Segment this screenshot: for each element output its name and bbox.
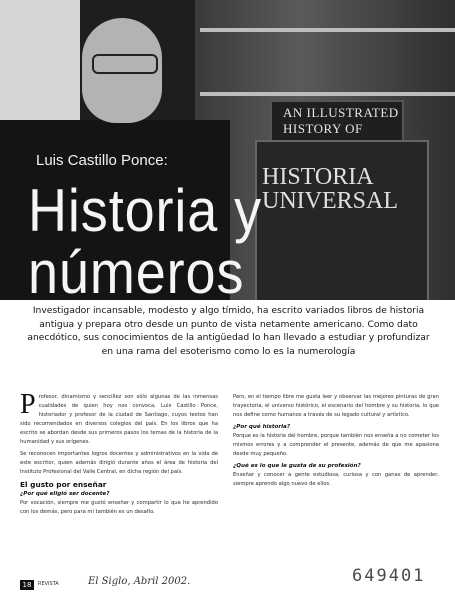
photo-shelf-1 [200,28,455,32]
left-paragraph-2: Se reconocen importantes logros docentes y administrativos en la vida de este escritor, quien además dirigió durante años el área de historia del Instituto Profesional del Valle Central, en dicha región del país. [20,451,218,475]
right-paragraph-3: Enseñar y conocer a gente estudiosa, curiosa y con ganas de aprender, siempre aprendo algo nuevo de ellos. [233,472,439,487]
right-paragraph-1: Pero, en el tiempo libre me gusta leer y observar las mejores pinturas de gran trayectoria, el universo histórico, el escenario del hombre y su historia, lo que nos define como humanos a través de su legado cultural y artístico. [233,394,439,418]
article-author: Luis Castillo Ponce: [36,152,168,169]
question-heading-3: ¿Qué es lo que le gusta de su profesión? [233,463,361,469]
catalog-stamp: 649401 [352,566,426,586]
magazine-name: REVISTA [38,581,59,587]
section-heading: El gusto por enseñar [20,480,107,489]
question-heading-2: ¿Por qué historia? [233,424,291,430]
photo-shelf-2 [200,92,455,96]
question-heading: ¿Por qué eligió ser docente? [20,491,110,497]
page-number: 18 [20,580,34,590]
article-intro: Investigador incansable, modesto y algo tímido, ha escrito variados libros de historia antigua y prepara otro desde un punto de vista netamente americano. Como dato anecdótico, sus conocimientos de la antigüedad lo han llevado a estudiar y profundizar en una rama del esoterismo como lo es la numerología [27,305,430,357]
right-paragraph-2: Porque es la historia del hombre, porque también nos enseña a no cometer los mismos errores y a comprender el presente, además de que me apasiona desde muy pequeño. [233,433,439,457]
photo-book-top-text: AN ILLUSTRATED HISTORY OF [283,105,399,136]
left-paragraph-3: Por vocación, siempre me gustó enseñar y compartir lo que he aprendido con los demás, pero para mi también es un desafío. [20,500,218,515]
article-column-right [233,393,439,492]
photo-book-main-text: HISTORIA UNIVERSAL [262,164,398,214]
left-paragraph-1: rofesor, dinamismo y sencillez son sólo algunas de las inmensas cualidades de quien hoy nos convoca, Luis Castillo Ponce, historiador y profesor de la ciudad de Santiago, cuyos textos han sido recomendados en diversos colegios del país. En los libros que ha escrito se abordan desde sus primeros pasos los temas de la historia de la humanidad y sus orígenes. [20,394,218,445]
page-footer [20,566,440,594]
handwritten-note: El Siglo, Abril 2002. [88,576,191,587]
article-title: Historia y números [28,177,263,306]
photo-window [0,0,80,120]
photo-glasses [92,54,158,74]
dropcap-letter: P [20,389,36,420]
article-column-left [20,389,218,520]
